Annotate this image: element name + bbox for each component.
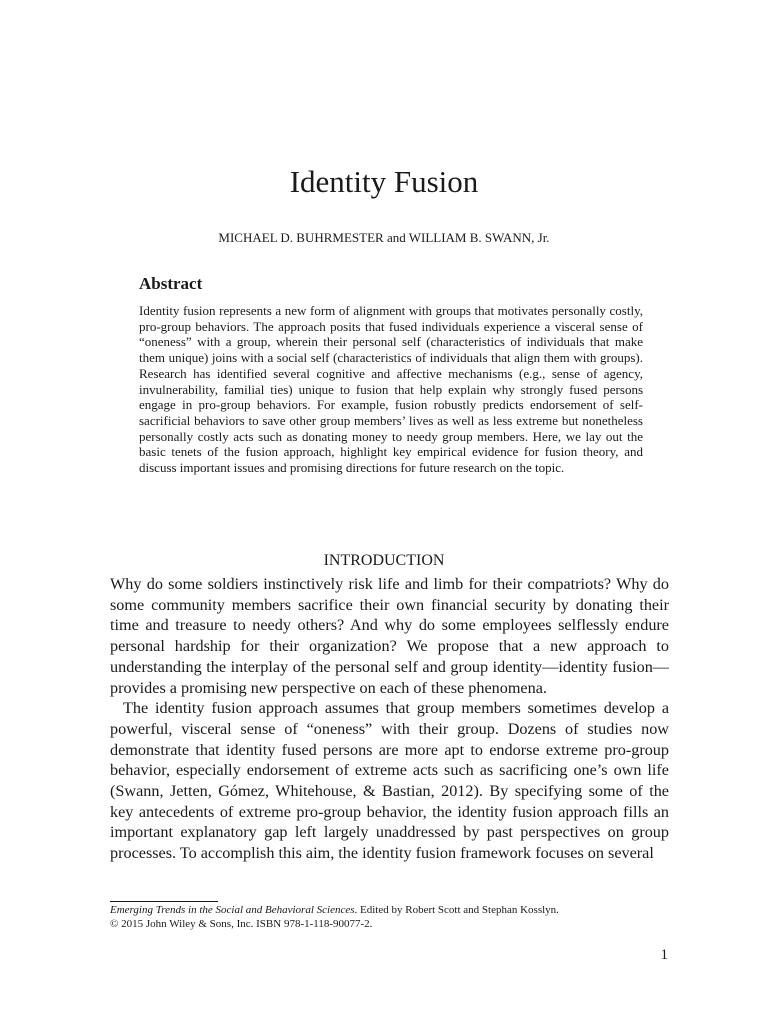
author-line: MICHAEL D. BUHRMESTER and WILLIAM B. SWANN, Jr. bbox=[218, 230, 550, 245]
abstract-text: Identity fusion represents a new form of alignment with groups that motivates personally costly, pro-group behaviors. The approach posits that fused individuals experience a visceral sense of “oneness” with a group, wherein their personal self (characteristics of individuals that make them unique) joins with a social self (characteristics of individuals that align them with groups). Research has identified several cognitive and affective mechanisms (e.g., sense of agency, invulnerability, familial ties) unique to fusion that help explain why strongly fused persons engage in pro-group behaviors. For example, fusion robustly predicts endorsement of self-sacrificial behaviors to save other group members’ lives as well as less extreme but nonetheless personally costly acts such as donating money to needy group members. Here, we lay out the basic tenets of the fusion approach, highlight key empirical evidence for fusion theory, and discuss important issues and promising directions for future research on the topic. bbox=[139, 303, 643, 476]
intro-paragraph: The identity fusion approach assumes that group members sometimes develop a powerful, visceral sense of “oneness” with their group. Dozens of studies now demonstrate that identity fused persons are more apt to endorse extreme pro-group behavior, especially endorsement of extreme acts such as sacrificing one’s own life (Swann, Jetten, Gómez, Whitehouse, & Bastian, 2012). By specifying some of the key antecedents of extreme pro-group behavior, the identity fusion approach fills an important explanatory gap left largely unaddressed by past perspectives on group processes. To accomplish this aim, the identity fusion framework focuses on several bbox=[110, 699, 669, 863]
footnote bbox=[110, 904, 669, 931]
footnote-copyright: © 2015 John Wiley & Sons, Inc. ISBN 978-1-118-90077-2. bbox=[110, 917, 373, 930]
abstract-heading: Abstract bbox=[139, 274, 203, 293]
section-heading-introduction: INTRODUCTION bbox=[323, 552, 445, 569]
footnote-venue: Emerging Trends in the Social and Behavioral Sciences bbox=[110, 904, 355, 916]
page-number: 1 bbox=[660, 947, 668, 963]
footnote-citation-line bbox=[110, 904, 669, 918]
footnote-editors: . Edited by Robert Scott and Stephan Kosslyn. bbox=[354, 904, 559, 916]
intro-paragraph: Why do some soldiers instinctively risk life and limb for their compatriots? Why do some community members sacrifice their own financial security by donating their time and treasure to needy others? And why do some employees selflessly endure personal hardship for their organization? We propose that a new approach to understanding the interplay of the personal self and group identity—identity fusion—provides a promising new perspective on each of these phenomena. bbox=[110, 575, 669, 697]
introduction-body bbox=[110, 574, 669, 864]
footnote-divider bbox=[110, 901, 218, 902]
paper-title: Identity Fusion bbox=[289, 164, 479, 199]
